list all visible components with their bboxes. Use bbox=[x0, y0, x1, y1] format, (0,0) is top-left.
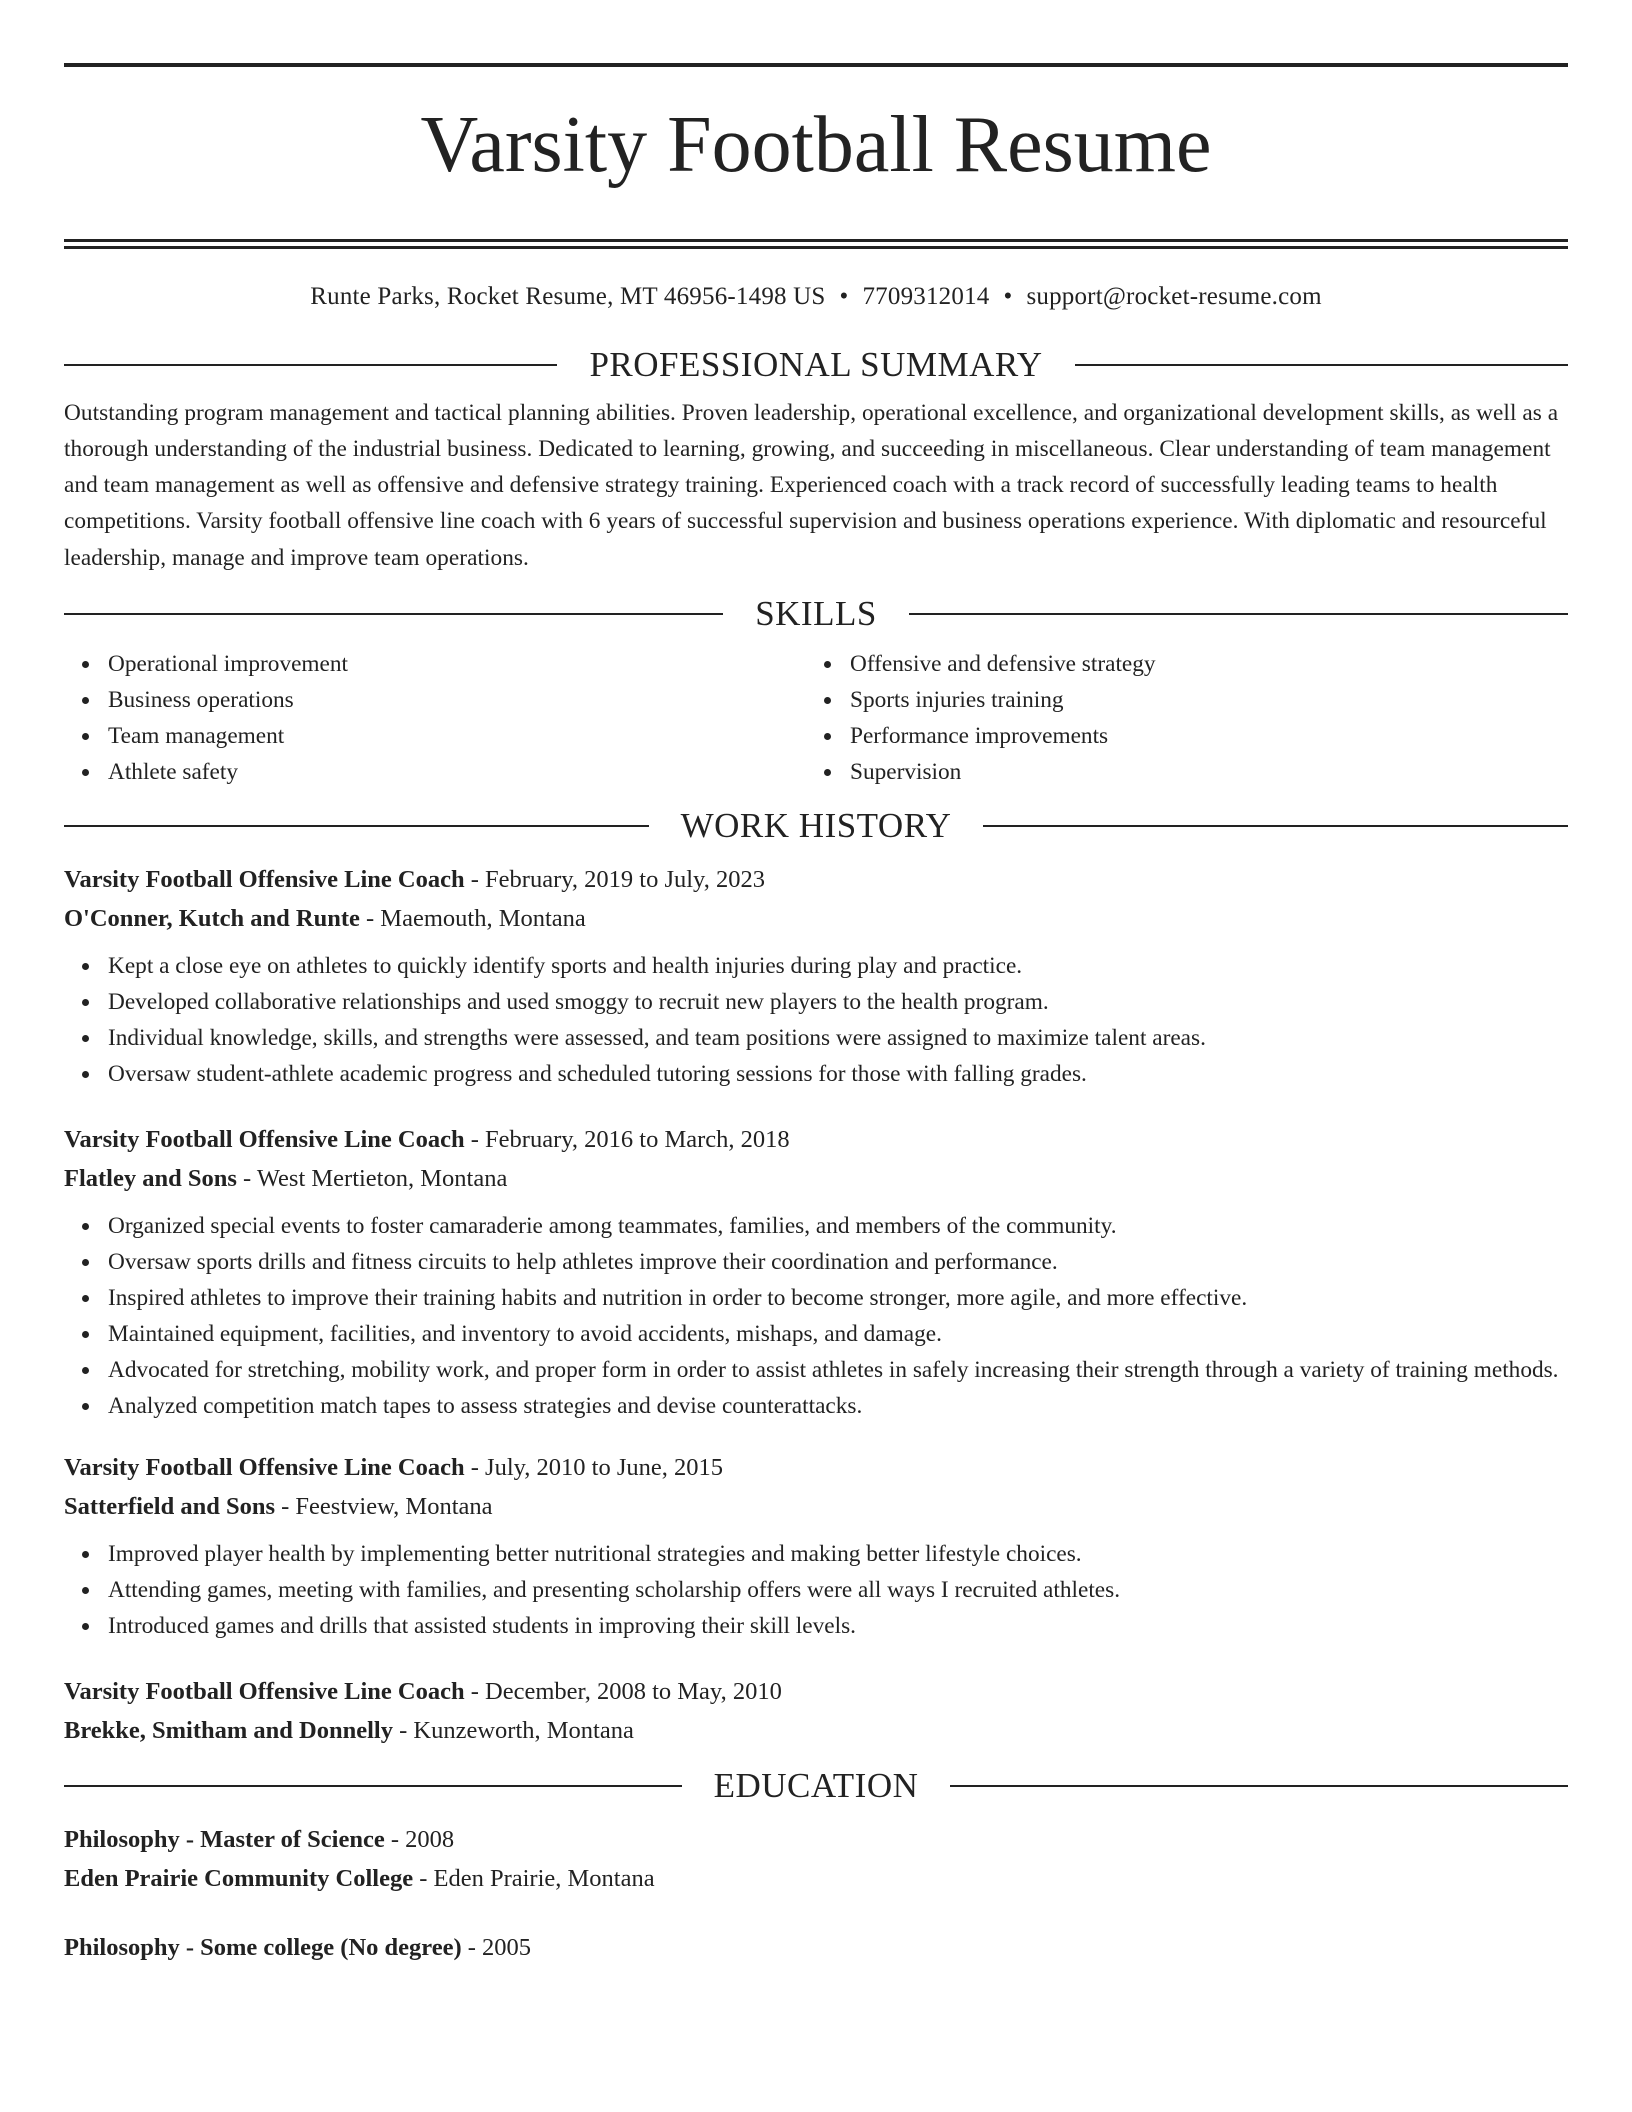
skills-heading-label: SKILLS bbox=[755, 594, 877, 634]
education-school-line bbox=[64, 1859, 1568, 1898]
heading-rule bbox=[64, 825, 649, 827]
job-title-line bbox=[64, 860, 1568, 899]
contact-address: Runte Parks, Rocket Resume, MT 46956-1498 US bbox=[310, 282, 826, 310]
job-title: Varsity Football Offensive Line Coach bbox=[64, 1454, 465, 1482]
skill-item: Operational improvement bbox=[64, 646, 806, 682]
job-bullet: Improved player health by implementing better nutritional strategies and making better lifestyle choices. bbox=[64, 1536, 1568, 1572]
job-dates: - July, 2010 to June, 2015 bbox=[464, 1454, 723, 1482]
job-dates: - December, 2008 to May, 2010 bbox=[464, 1678, 782, 1706]
job-title-line bbox=[64, 1448, 1568, 1487]
skill-item: Sports injuries training bbox=[806, 682, 1548, 718]
heading-rule bbox=[1075, 364, 1568, 366]
summary-text: Outstanding program management and tactical planning abilities. Proven leadership, operational excellence, and organizational development skills, as well as a thorough understanding of the industrial business. Dedicated to learning, growing, and succeeding in miscellaneous. Clear understanding of team management and team management as well as offensive and defensive strategy training. Experienced coach with a track record of successfully leading teams to health competitions. Varsity football offensive line coach with 6 years of successful supervision and business operations experience. With diplomatic and resourceful leadership, manage and improve team operations. bbox=[64, 399, 1559, 571]
job-entry bbox=[64, 1448, 1568, 1644]
job-bullet: Analyzed competition match tapes to assess strategies and devise counterattacks. bbox=[64, 1388, 1568, 1424]
contact-separator: • bbox=[839, 282, 849, 310]
job-title: Varsity Football Offensive Line Coach bbox=[64, 1126, 465, 1154]
heading-rule bbox=[909, 613, 1568, 615]
education-year: - 2005 bbox=[461, 1934, 532, 1962]
job-title: Varsity Football Offensive Line Coach bbox=[64, 866, 465, 894]
heading-rule bbox=[64, 1785, 682, 1787]
summary-heading-label: PROFESSIONAL SUMMARY bbox=[589, 344, 1043, 384]
job-bullet: Kept a close eye on athletes to quickly identify sports and health injuries during play and practice. bbox=[64, 948, 1568, 984]
job-company-line bbox=[64, 1711, 1568, 1750]
summary-section-heading bbox=[64, 345, 1568, 385]
job-location: - Maemouth, Montana bbox=[359, 905, 586, 933]
skill-item: Athlete safety bbox=[64, 754, 806, 790]
job-dates: - February, 2016 to March, 2018 bbox=[464, 1126, 790, 1154]
skills-column-left bbox=[64, 646, 806, 790]
job-company: Brekke, Smitham and Donnelly bbox=[64, 1717, 393, 1745]
skill-item: Supervision bbox=[806, 754, 1548, 790]
job-bullet: Maintained equipment, facilities, and inventory to avoid accidents, mishaps, and damage. bbox=[64, 1316, 1568, 1352]
job-title-line bbox=[64, 1120, 1568, 1159]
job-bullet: Introduced games and drills that assisted students in improving their skill levels. bbox=[64, 1608, 1568, 1644]
heading-rule bbox=[983, 825, 1568, 827]
heading-rule bbox=[64, 613, 723, 615]
job-bullet: Individual knowledge, skills, and strengths were assessed, and team positions were assigned to maximize talent areas. bbox=[64, 1020, 1568, 1056]
title-double-rule bbox=[64, 239, 1568, 249]
skill-item: Performance improvements bbox=[806, 718, 1548, 754]
job-company-line bbox=[64, 1487, 1568, 1526]
education-year: - 2008 bbox=[384, 1826, 455, 1854]
job-bullet: Advocated for stretching, mobility work, and proper form in order to assist athletes in safely increasing their strength through a variety of training methods. bbox=[64, 1352, 1568, 1388]
education-degree-line bbox=[64, 1820, 1568, 1859]
contact-line bbox=[64, 281, 1568, 313]
job-bullet: Developed collaborative relationships and used smoggy to recruit new players to the health program. bbox=[64, 984, 1568, 1020]
job-location: - Kunzeworth, Montana bbox=[393, 1717, 634, 1745]
skills-column-right bbox=[806, 646, 1548, 790]
heading-rule bbox=[950, 1785, 1568, 1787]
job-company-line bbox=[64, 1159, 1568, 1198]
education-entry bbox=[64, 1928, 1568, 1967]
contact-separator: • bbox=[1003, 282, 1013, 310]
education-degree-line bbox=[64, 1928, 1568, 1967]
work-heading-label: WORK HISTORY bbox=[680, 806, 952, 846]
top-rule bbox=[64, 63, 1568, 67]
contact-email: support@rocket-resume.com bbox=[1026, 282, 1322, 310]
job-bullets bbox=[64, 1208, 1568, 1424]
skill-item: Team management bbox=[64, 718, 806, 754]
skill-item: Offensive and defensive strategy bbox=[806, 646, 1548, 682]
education-heading-label: EDUCATION bbox=[713, 1766, 919, 1806]
education-section-heading bbox=[64, 1766, 1568, 1806]
job-bullet: Oversaw student-athlete academic progress and scheduled tutoring sessions for those with falling grades. bbox=[64, 1056, 1568, 1092]
skills-list bbox=[64, 646, 1568, 790]
job-entry bbox=[64, 1672, 1568, 1750]
job-title: Varsity Football Offensive Line Coach bbox=[64, 1678, 465, 1706]
resume-title: Varsity Football Resume bbox=[420, 101, 1212, 189]
skills-section-heading bbox=[64, 594, 1568, 634]
job-location: - West Mertieton, Montana bbox=[236, 1165, 508, 1193]
job-location: - Feestview, Montana bbox=[275, 1493, 493, 1521]
job-bullets bbox=[64, 1536, 1568, 1644]
job-dates: - February, 2019 to July, 2023 bbox=[464, 866, 765, 894]
job-bullet: Organized special events to foster camaraderie among teammates, families, and members of the community. bbox=[64, 1208, 1568, 1244]
job-company: O'Conner, Kutch and Runte bbox=[64, 905, 360, 933]
job-bullets bbox=[64, 948, 1568, 1092]
job-company: Satterfield and Sons bbox=[64, 1493, 276, 1521]
job-company-line bbox=[64, 899, 1568, 938]
education-location: - Eden Prairie, Montana bbox=[413, 1865, 655, 1893]
job-entry bbox=[64, 1120, 1568, 1424]
education-entry bbox=[64, 1820, 1568, 1898]
job-bullet: Oversaw sports drills and fitness circuits to help athletes improve their coordination and performance. bbox=[64, 1244, 1568, 1280]
job-bullet: Inspired athletes to improve their training habits and nutrition in order to become stronger, more agile, and more effective. bbox=[64, 1280, 1568, 1316]
resume-page bbox=[64, 0, 1568, 1967]
job-company: Flatley and Sons bbox=[64, 1165, 237, 1193]
contact-phone: 7709312014 bbox=[862, 282, 990, 310]
work-section-heading bbox=[64, 806, 1568, 846]
skill-item: Business operations bbox=[64, 682, 806, 718]
job-title-line bbox=[64, 1672, 1568, 1711]
heading-rule bbox=[64, 364, 557, 366]
job-entry bbox=[64, 860, 1568, 1092]
education-degree: Philosophy - Some college (No degree) bbox=[64, 1934, 462, 1962]
job-bullet: Attending games, meeting with families, and presenting scholarship offers were all ways I recruited athletes. bbox=[64, 1572, 1568, 1608]
education-school: Eden Prairie Community College bbox=[64, 1865, 414, 1893]
education-degree: Philosophy - Master of Science bbox=[64, 1826, 385, 1854]
